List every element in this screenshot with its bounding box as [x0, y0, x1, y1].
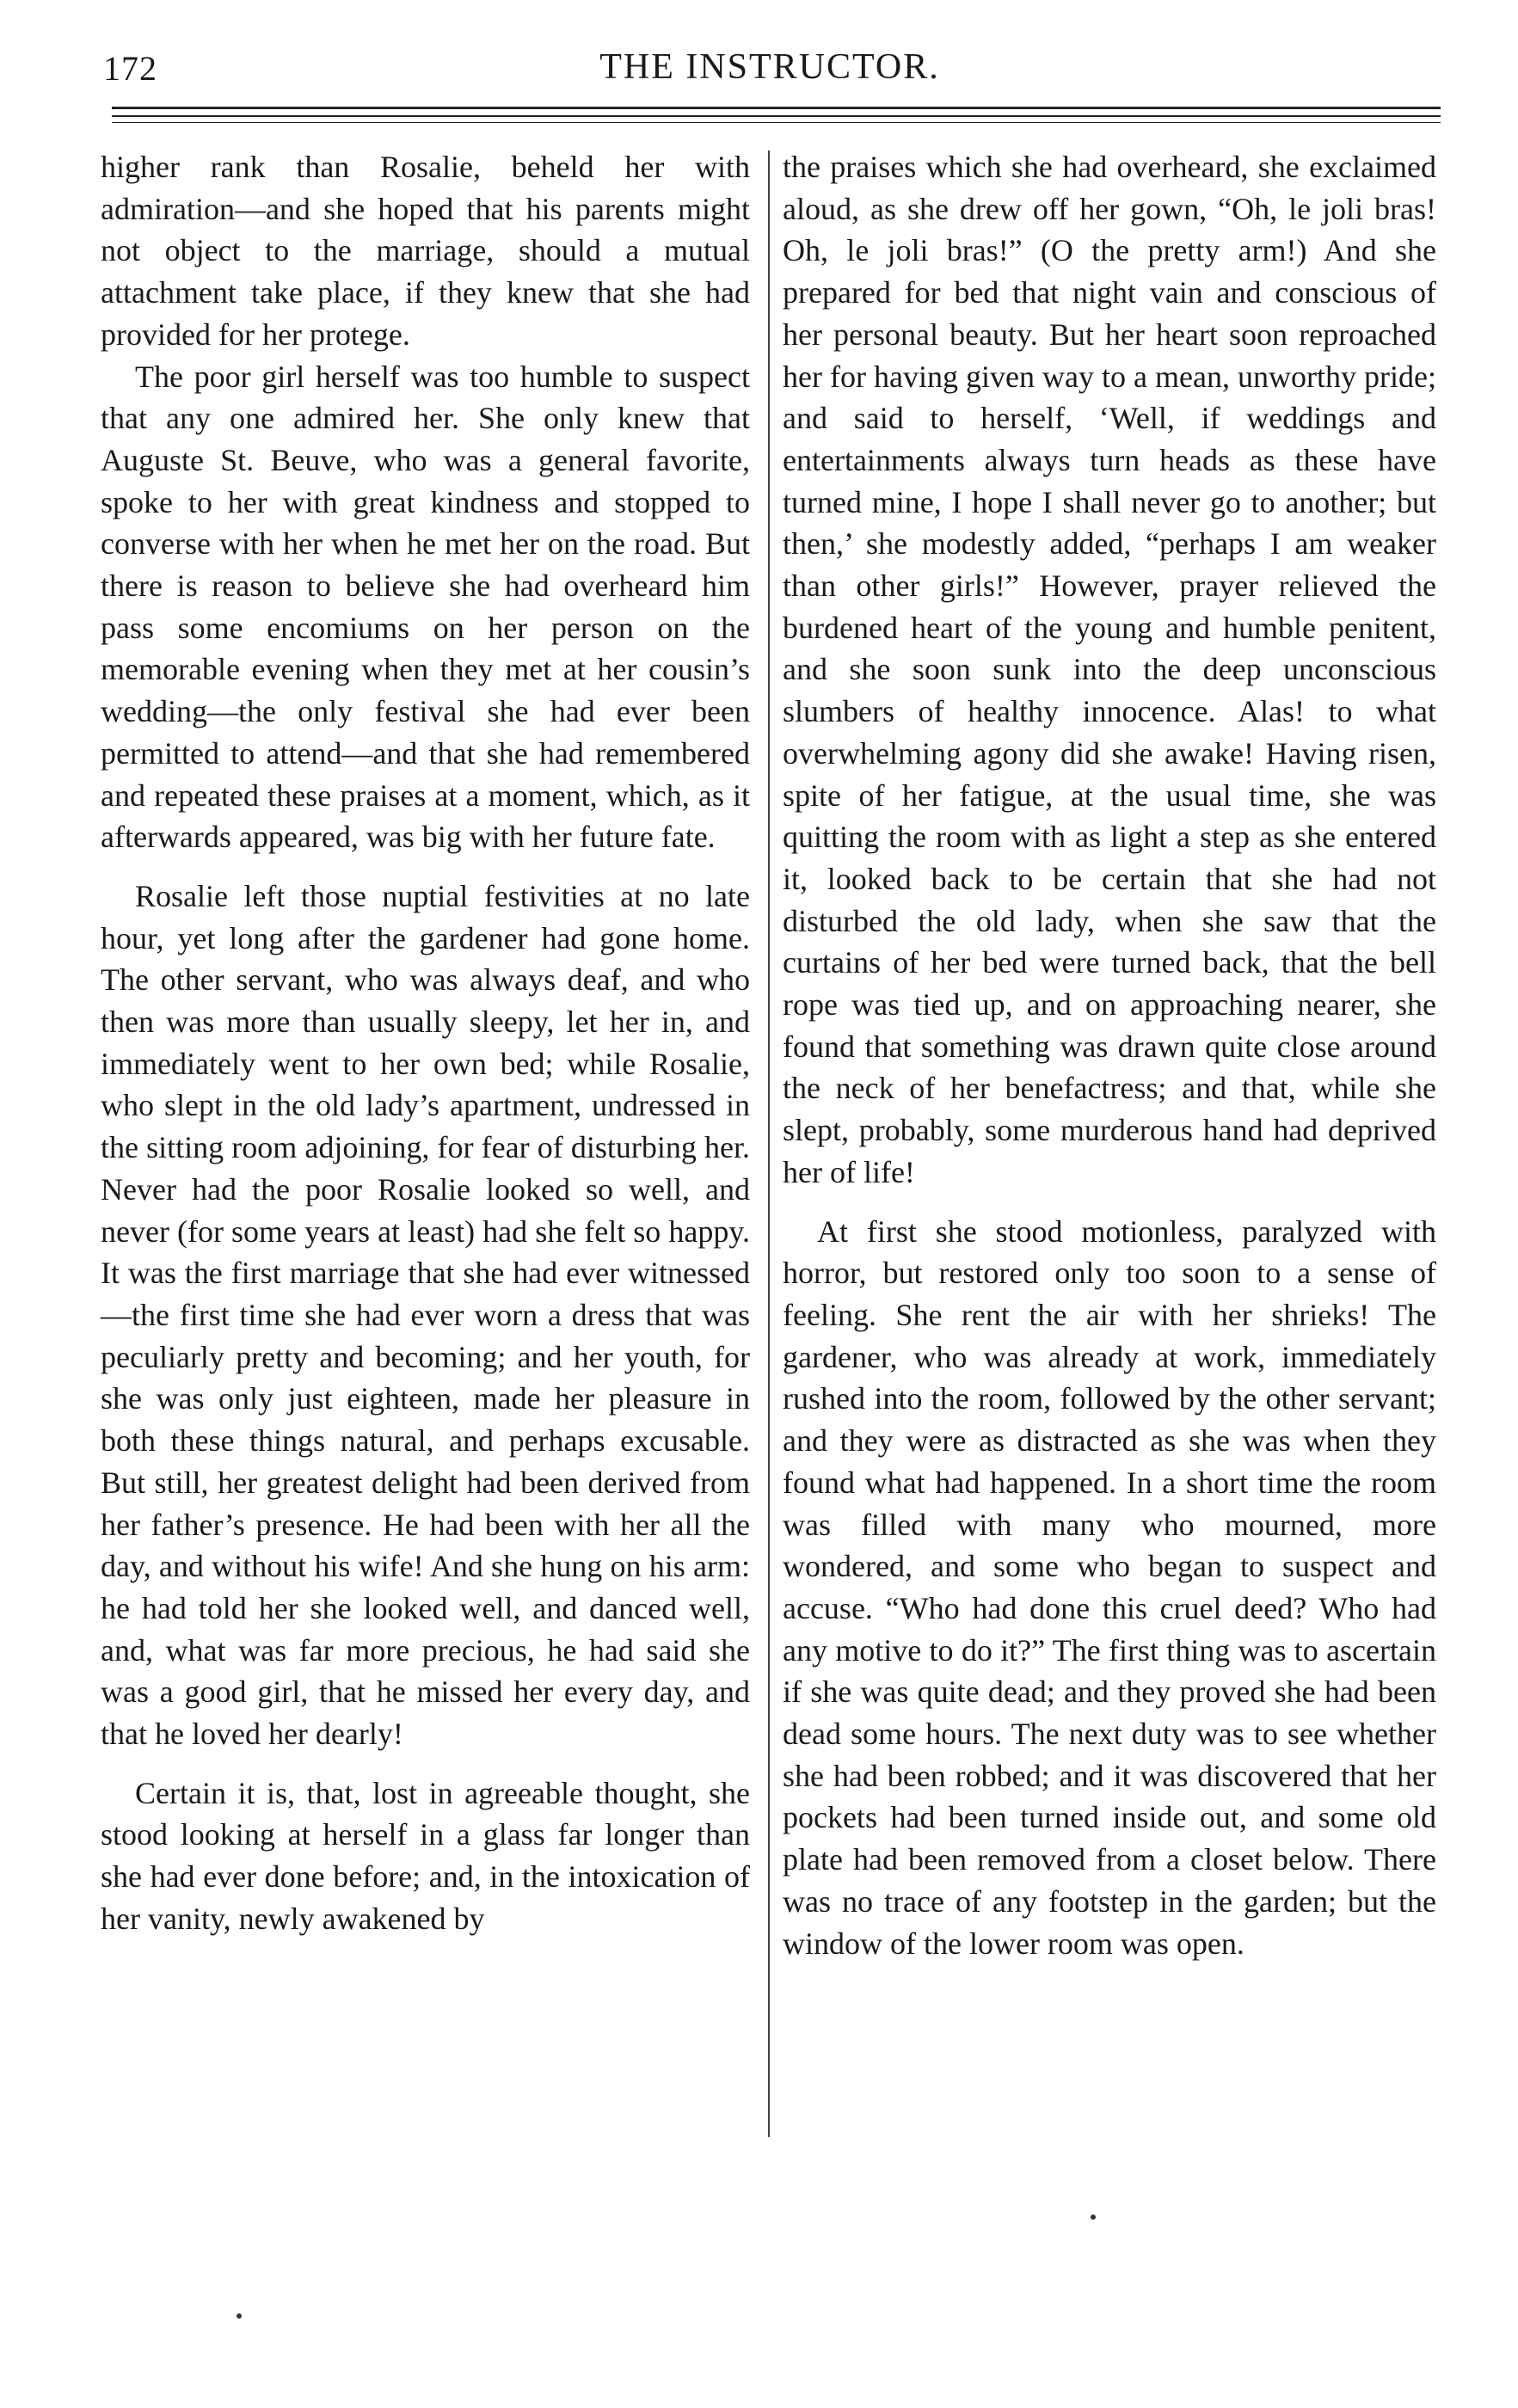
left-paragraph-1: higher rank than Rosalie, beheld her with admiration—and she hoped that his parents might not object to the marriage, should a mutual attachment take place, if they knew that she had provided for her protege. — [101, 150, 750, 352]
ink-speck — [237, 2313, 242, 2319]
header-rule-thick — [112, 107, 1441, 109]
header-rule-middle — [112, 115, 1441, 117]
right-column — [783, 146, 1436, 1964]
right-paragraph-1: the praises which she had overheard, she exclaimed aloud, as she drew off her gown, “Oh, le joli bras! Oh, le joli bras!” (O the pretty arm!) And she prepared for bed that night vain and conscious of her personal beauty. But her heart soon reproached her for having given way to a mean, unworthy pride; and said to herself, ‘Well, if weddings and entertainments always turn heads as these have turned mine, I hope I shall never go to another; but then,’ she modestly added, “perhaps I am weaker than other girls!” However, prayer relieved the burdened heart of the young and humble penitent, and she soon sunk into the deep unconscious slumbers of healthy innocence. Alas! to what overwhelming agony did she awake! Having risen, spite of her fatigue, at the usual time, she was quitting the room with as light a step as she entered it, looked back to be certain that she had not disturbed the old lady, when she saw that the curtains of her bed were turned back, that the bell rope was tied up, and on approaching nearer, she found that something was drawn quite close around the neck of her benefactress; and that, while she slept, probably, some murderous hand had deprived her of life! — [783, 150, 1436, 1189]
left-paragraph-3: Rosalie left those nuptial festivities at no late hour, yet long after the gardener had gone home. The other servant, who was always deaf, and who then was more than usually sleepy, let her in, and immediately went to her own bed; while Rosalie, who slept in the old lady’s apartment, undressed in the sitting room adjoining, for fear of disturbing her. Never had the poor Rosalie looked so well, and never (for some years at least) had she felt so happy. It was the first marriage that she had ever witnessed—the first time she had ever worn a dress that was peculiarly pretty and becoming; and her youth, for she was only just eighteen, made her pleasure in both these things natural, and perhaps excusable. But still, her greatest delight had been derived from her father’s presence. He had been with her all the day, and without his wife! And she hung on his arm: he had told her she looked well, and danced well, and, what was far more precious, he had said she was a good girl, that he missed her every day, and that he loved her dearly! — [101, 878, 750, 1752]
ink-speck — [1091, 2214, 1096, 2220]
left-paragraph-2: The poor girl herself was too humble to suspect that any one admired her. She only knew that Auguste St. Beuve, who was a general favorite, spoke to her with great kindness and stopped to converse with her when he met her on the road. But there is reason to believe she had overheard him pass some encomiums on her person on the memorable evening when they met at her cousin’s wedding—the only festival she had ever been permitted to attend—and that she had remembered and repeated these praises at a moment, which, as it afterwards appeared, was big with her future fate. — [101, 359, 750, 855]
right-paragraph-2: At first she stood motionless, paralyzed with horror, but restored only too soon to a sense of feeling. She rent the air with her shrieks! The gardener, who was already at work, immediately rushed into the room, followed by the other servant; and they were as distracted as she was when they found what had happened. In a short time the room was filled with many who mourned, more wondered, and some who began to suspect and accuse. “Who had done this cruel deed? Who had any motive to do it?” The first thing was to ascertain if she was quite dead; and they proved she had been dead some hours. The next duty was to see whether she had been robbed; and it was discovered that her pockets had been turned inside out, and some old plate had been removed from a closet below. There was no trace of any footstep in the garden; but the window of the lower room was open. — [783, 1213, 1436, 1961]
column-divider — [768, 150, 770, 2137]
left-paragraph-4: Certain it is, that, lost in agreeable thought, she stood looking at herself in a glass far longer than she had ever done before; and, in the intoxication of her vanity, newly awakened by — [101, 1775, 750, 1936]
left-column — [101, 146, 750, 1940]
page-header — [103, 43, 1436, 95]
running-head: THE INSTRUCTOR. — [599, 47, 940, 87]
header-rule-thin — [112, 122, 1441, 123]
page-number: 172 — [103, 49, 157, 88]
